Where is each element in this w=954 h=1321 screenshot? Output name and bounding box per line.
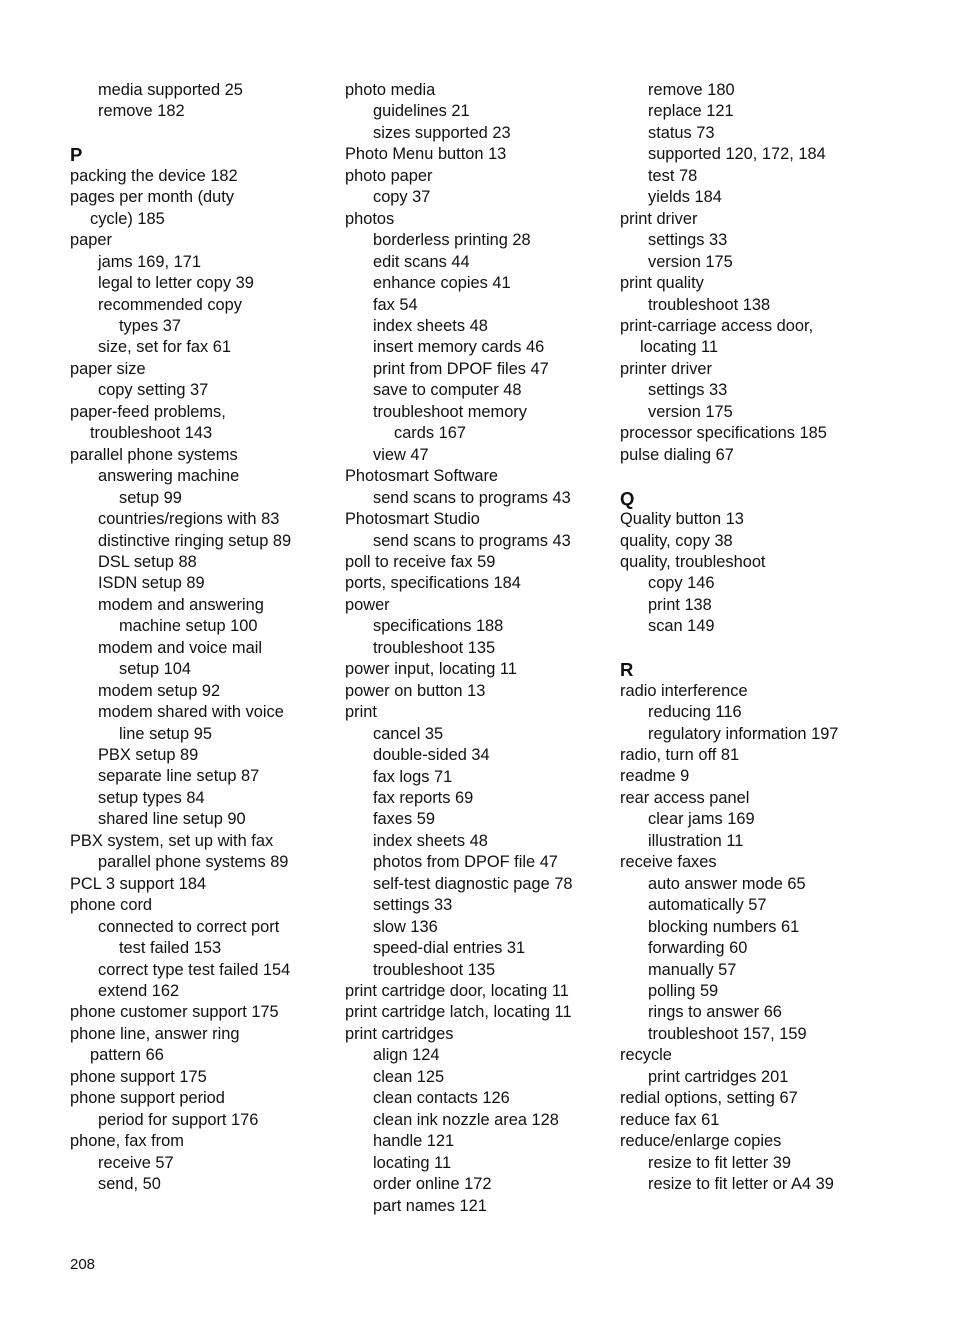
index-subentry: version 175 [648, 252, 733, 271]
index-subentry: borderless printing 28 [373, 231, 531, 250]
index-subentry: self-test diagnostic page 78 [373, 874, 573, 893]
section-letter: R [620, 659, 634, 681]
index-entry: PCL 3 support 184 [70, 874, 207, 893]
index-entry: parallel phone systems [70, 445, 238, 464]
index-subentry: clean contacts 126 [373, 1089, 510, 1108]
index-subentry: order online 172 [373, 1175, 492, 1194]
index-subentry: supported 120, 172, 184 [648, 145, 826, 164]
index-subentry: guidelines 21 [373, 102, 470, 121]
section-spacer [620, 638, 890, 659]
index-entry: pages per month (duty [70, 188, 235, 207]
index-entry: phone line, answer ring [70, 1024, 240, 1043]
index-subentry: index sheets 48 [373, 831, 488, 850]
index-subentry: machine setup 100 [119, 617, 258, 636]
index-subentry: clean ink nozzle area 128 [373, 1110, 559, 1129]
index-subentry: scan 149 [648, 617, 715, 636]
index-subentry: media supported 25 [98, 81, 243, 99]
index-subentry: settings 33 [648, 231, 728, 250]
index-subentry: fax logs 71 [373, 767, 453, 786]
index-subentry: troubleshoot 138 [648, 295, 771, 314]
index-subentry: align 124 [373, 1046, 440, 1065]
index-entry: power [345, 595, 390, 614]
index-column-3 [620, 80, 890, 1196]
index-subentry: troubleshoot 135 [373, 960, 496, 979]
index-entry: print cartridges [345, 1024, 454, 1043]
index-entry: radio, turn off 81 [620, 746, 740, 765]
index-subentry: reducing 116 [648, 703, 742, 722]
section-letter: P [70, 144, 83, 166]
index-subentry: fax 54 [373, 295, 418, 314]
index-entry: receive faxes [620, 853, 717, 872]
index-entry: poll to receive fax 59 [345, 552, 496, 571]
index-subentry: copy 37 [373, 188, 431, 207]
index-subentry: save to computer 48 [373, 381, 522, 400]
index-subentry: faxes 59 [373, 810, 435, 829]
index-entry: pulse dialing 67 [620, 445, 734, 464]
index-subentry: pattern 66 [90, 1046, 164, 1065]
index-entry: phone customer support 175 [70, 1003, 279, 1022]
section-spacer [70, 123, 340, 144]
index-entry: Photosmart Studio [345, 510, 480, 529]
index-entry: reduce fax 61 [620, 1110, 720, 1129]
index-subentry: fax reports 69 [373, 788, 474, 807]
index-subentry: resize to fit letter or A4 39 [648, 1175, 834, 1194]
index-entry: readme 9 [620, 767, 690, 786]
index-subentry: print from DPOF files 47 [373, 359, 549, 378]
index-subentry: insert memory cards 46 [373, 338, 545, 357]
index-entry: ports, specifications 184 [345, 574, 521, 593]
index-subentry: setup types 84 [98, 788, 205, 807]
index-entry: radio interference [620, 681, 748, 700]
index-subentry: locating 11 [373, 1153, 452, 1172]
index-subentry: forwarding 60 [648, 939, 748, 958]
index-subentry: connected to correct port [98, 917, 280, 936]
index-subentry: troubleshoot 157, 159 [648, 1024, 807, 1043]
index-subentry: version 175 [648, 402, 733, 421]
index-subentry: types 37 [119, 316, 181, 335]
index-subentry: modem and answering [98, 595, 264, 614]
index-subentry: settings 33 [373, 896, 453, 915]
index-entry: Quality button 13 [620, 510, 744, 529]
index-subentry: troubleshoot 143 [90, 424, 213, 443]
index-subentry: enhance copies 41 [373, 274, 511, 293]
index-entry: packing the device 182 [70, 166, 238, 185]
index-subentry: send scans to programs 43 [373, 488, 571, 507]
index-subentry: specifications 188 [373, 617, 504, 636]
index-subentry: PBX setup 89 [98, 746, 199, 765]
index-subentry: clear jams 169 [648, 810, 755, 829]
index-subentry: ISDN setup 89 [98, 574, 205, 593]
index-subentry: separate line setup 87 [98, 767, 260, 786]
index-entry: Photo Menu button 13 [345, 145, 507, 164]
index-subentry: shared line setup 90 [98, 810, 246, 829]
index-subentry: period for support 176 [98, 1110, 259, 1129]
index-subentry: sizes supported 23 [373, 123, 511, 142]
index-subentry: modem setup 92 [98, 681, 221, 700]
index-subentry: part names 121 [373, 1196, 487, 1215]
index-entry: recycle [620, 1046, 672, 1065]
index-entry: photos [345, 209, 395, 228]
index-subentry: regulatory information 197 [648, 724, 839, 743]
index-entry: phone support 175 [70, 1067, 207, 1086]
index-subentry: cards 167 [394, 424, 466, 443]
index-subentry: correct type test failed 154 [98, 960, 291, 979]
index-subentry: modem and voice mail [98, 638, 262, 657]
index-subentry: copy 146 [648, 574, 715, 593]
index-subentry: print 138 [648, 595, 712, 614]
index-subentry: locating 11 [640, 338, 719, 357]
section-letter: Q [620, 487, 635, 509]
index-subentry: countries/regions with 83 [98, 510, 280, 529]
index-subentry: speed-dial entries 31 [373, 939, 526, 958]
index-entry: quality, copy 38 [620, 531, 733, 550]
index-subentry: line setup 95 [119, 724, 212, 743]
index-entry: rear access panel [620, 788, 750, 807]
index-subentry: DSL setup 88 [98, 552, 197, 571]
index-subentry: rings to answer 66 [648, 1003, 782, 1022]
index-subentry: handle 121 [373, 1132, 455, 1151]
index-subentry: slow 136 [373, 917, 438, 936]
index-subentry: remove 180 [648, 81, 735, 99]
index-subentry: resize to fit letter 39 [648, 1153, 792, 1172]
index-subentry: auto answer mode 65 [648, 874, 806, 893]
index-subentry: copy setting 37 [98, 381, 209, 400]
index-subentry: recommended copy [98, 295, 242, 314]
index-subentry: blocking numbers 61 [648, 917, 800, 936]
index-subentry: status 73 [648, 123, 715, 142]
index-subentry: distinctive ringing setup 89 [98, 531, 292, 550]
index-subentry: illustration 11 [648, 831, 744, 850]
index-entry: photo paper [345, 166, 433, 185]
index-subentry: cancel 35 [373, 724, 444, 743]
index-subentry: troubleshoot memory [373, 402, 527, 421]
index-subentry: modem shared with voice [98, 703, 284, 722]
index-subentry: extend 162 [98, 982, 180, 1001]
index-entry: print-carriage access door, [620, 316, 814, 335]
index-entry: phone cord [70, 896, 153, 915]
index-entry: power on button 13 [345, 681, 486, 700]
index-entry: processor specifications 185 [620, 424, 827, 443]
index-entry: print quality [620, 274, 704, 293]
index-subentry: print cartridges 201 [648, 1067, 789, 1086]
index-subentry: manually 57 [648, 960, 737, 979]
index-subentry: setup 104 [119, 660, 191, 679]
index-subentry: settings 33 [648, 381, 728, 400]
index-subentry: send, 50 [98, 1175, 161, 1194]
index-entry: Photosmart Software [345, 467, 499, 486]
index-entry: paper size [70, 359, 146, 378]
index-subentry: index sheets 48 [373, 316, 488, 335]
page-number: 208 [70, 1256, 96, 1273]
index-entry: printer driver [620, 359, 712, 378]
index-entry: reduce/enlarge copies [620, 1132, 782, 1151]
index-entry: PBX system, set up with fax [70, 831, 274, 850]
index-subentry: double-sided 34 [373, 746, 490, 765]
index-entry: quality, troubleshoot [620, 552, 766, 571]
index-entry: redial options, setting 67 [620, 1089, 798, 1108]
index-subentry: size, set for fax 61 [98, 338, 232, 357]
index-subentry: cycle) 185 [90, 209, 165, 228]
section-spacer [620, 466, 890, 487]
index-subentry: setup 99 [119, 488, 182, 507]
index-entry: power input, locating 11 [345, 660, 517, 679]
index-entry: phone support period [70, 1089, 225, 1108]
index-subentry: send scans to programs 43 [373, 531, 571, 550]
index-subentry: test failed 153 [119, 939, 222, 958]
index-column-1 [70, 80, 340, 1196]
index-entry: photo media [345, 81, 436, 99]
index-subentry: polling 59 [648, 982, 719, 1000]
index-entry: print driver [620, 209, 698, 228]
index-entry: print cartridge latch, locating 11 [345, 1003, 572, 1022]
index-subentry: automatically 57 [648, 896, 767, 915]
index-subentry: clean 125 [373, 1067, 445, 1086]
index-subentry: jams 169, 171 [98, 252, 201, 271]
index-subentry: replace 121 [648, 102, 734, 121]
index-entry: print cartridge door, locating 11 [345, 982, 569, 1001]
index-subentry: edit scans 44 [373, 252, 470, 271]
index-subentry: view 47 [373, 445, 429, 464]
index-subentry: test 78 [648, 166, 698, 185]
index-subentry: troubleshoot 135 [373, 638, 496, 657]
index-subentry: yields 184 [648, 188, 722, 207]
index-subentry: photos from DPOF file 47 [373, 853, 558, 872]
index-column-2 [345, 80, 615, 1217]
index-entry: paper-feed problems, [70, 402, 226, 421]
index-subentry: receive 57 [98, 1153, 174, 1172]
index-subentry: answering machine [98, 467, 240, 486]
index-entry: print [345, 703, 377, 722]
index-entry: paper [70, 231, 112, 250]
index-entry: phone, fax from [70, 1132, 184, 1151]
index-subentry: remove 182 [98, 102, 185, 121]
index-subentry: parallel phone systems 89 [98, 853, 289, 872]
index-subentry: legal to letter copy 39 [98, 274, 254, 293]
